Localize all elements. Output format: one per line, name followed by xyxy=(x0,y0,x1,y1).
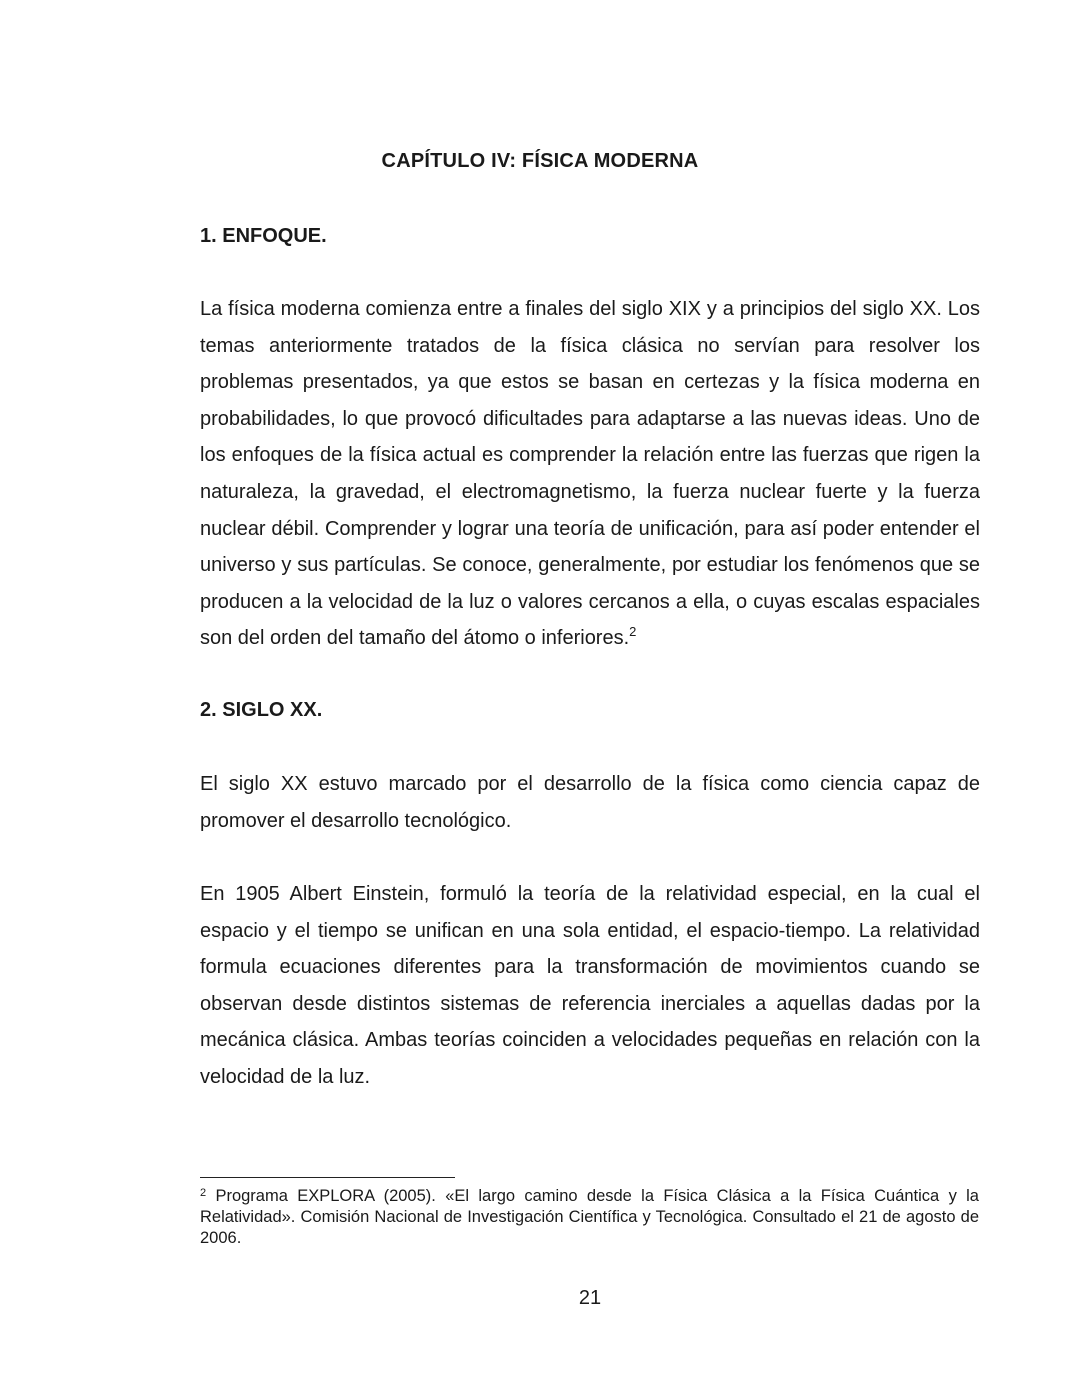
footnote-divider xyxy=(200,1177,455,1178)
page-number: 21 xyxy=(578,1287,602,1309)
paragraph-einstein: En 1905 Albert Einstein, formuló la teoría de la relatividad especial, en la cual el espacio y el tiempo se unifican en una sola entidad, el espacio-tiempo. La relatividad formula ecuaciones diferentes para la transformación de movimientos cuando se observan desde distintos sistemas de referencia inerciales a aquellas dadas por la mecánica clásica. Ambas teorías coinciden a velocidades pequeñas en relación con la velocidad de la luz. xyxy=(200,883,980,1088)
paragraph-siglo-xx-intro: El siglo XX estuvo marcado por el desarrollo de la física como ciencia capaz de promover el desarrollo tecnológico. xyxy=(200,773,980,832)
chapter-title: CAPÍTULO IV: FÍSICA MODERNA xyxy=(381,150,699,172)
footnote-text: Programa EXPLORA (2005). «El largo camino desde la Física Clásica a la Física Cuántica y la Relatividad». Comisión Nacional de Investigación Científica y Tecnológica. Consultado el 21 de agosto de 2006. xyxy=(200,1187,979,1247)
paragraph-enfoque xyxy=(200,291,980,657)
footnote-reference: 2 xyxy=(629,624,637,640)
section-heading-enfoque: 1. ENFOQUE. xyxy=(200,225,327,247)
paragraph-text: La física moderna comienza entre a finales del siglo XIX y a principios del siglo XX. Los temas anteriormente tratados de la física clásica no servían para resolver los problemas presentados, ya que estos se basan en certezas y la física moderna en probabilidades, lo que provocó dificultades para adaptarse a las nuevas ideas. Uno de los enfoques de la física actual es comprender la relación entre las fuerzas que rigen la naturaleza, la gravedad, el electromagnetismo, la fuerza nuclear fuerte y la fuerza nuclear débil. Comprender y lograr una teoría de unificación, para así poder entender el universo y sus partículas. Se conoce, generalmente, por estudiar los fenómenos que se producen a la velocidad de la luz o valores cercanos a ella, o cuyas escalas espaciales son del orden del tamaño del átomo o inferiores. xyxy=(200,298,980,650)
section-heading-siglo-xx: 2. SIGLO XX. xyxy=(200,699,323,721)
footnote-number: 2 xyxy=(200,1187,207,1199)
footnote xyxy=(200,1186,979,1249)
